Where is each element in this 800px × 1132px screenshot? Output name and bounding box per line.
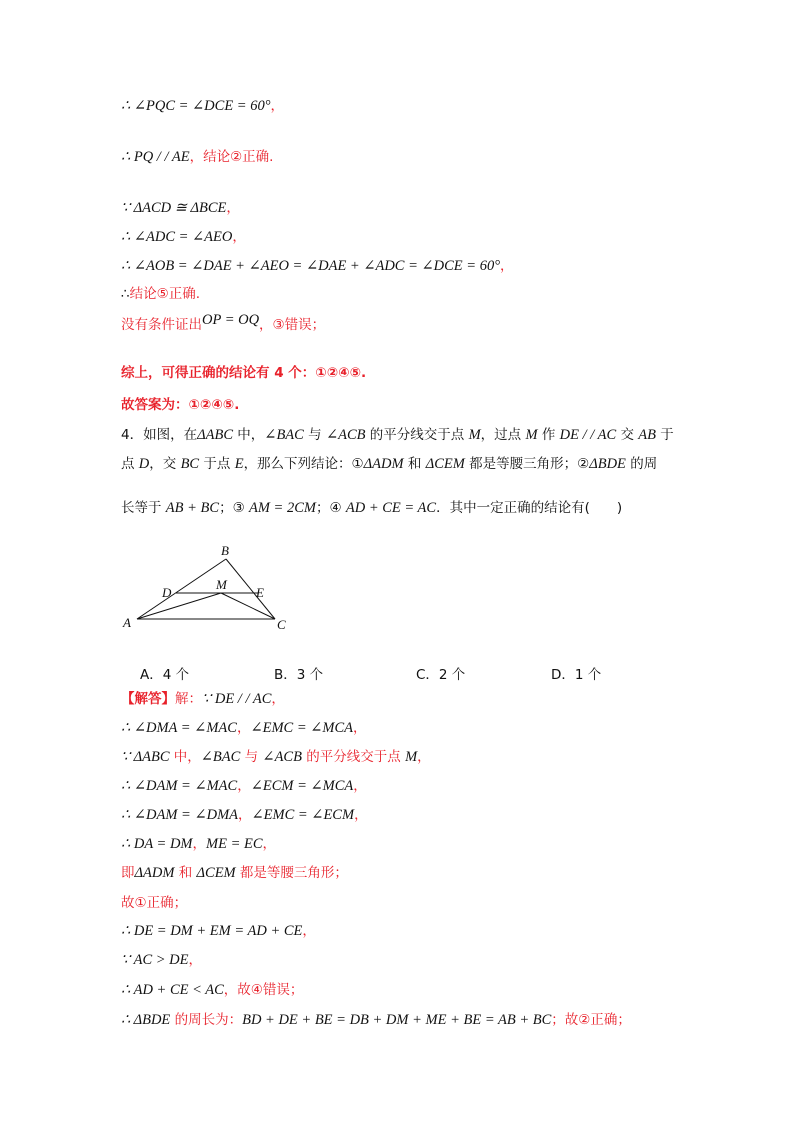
line-9 — [121, 396, 239, 414]
math: BC — [180, 456, 200, 472]
label-b: B — [221, 543, 229, 558]
math: ∴ DE = DM + EM = AD + CE — [121, 923, 303, 939]
text: ， — [271, 691, 285, 707]
math-expr: ∵ ΔACD ≅ ΔBCE — [121, 200, 227, 216]
math: ∴ DA = DM — [121, 836, 193, 852]
text: ， — [236, 720, 251, 736]
solution-line-5 — [121, 806, 368, 824]
label-d: D — [162, 585, 172, 600]
math: ∠ACB — [262, 749, 302, 765]
text: ， — [354, 807, 368, 823]
math: ME = EC — [206, 836, 263, 852]
math: ∠EMC = ∠MCA — [250, 720, 353, 736]
text: 都是等腰三角形；② — [464, 456, 590, 472]
label-a: A — [123, 615, 131, 630]
option-label: A．4 个 — [140, 667, 190, 683]
text: ， — [353, 720, 367, 736]
text: 4．如图，在 — [121, 427, 198, 443]
text: 中， — [233, 427, 265, 443]
math: ΔCEM — [425, 456, 465, 472]
conclusion-text: ，结论②正确. — [189, 149, 274, 165]
question-line-1 — [121, 426, 674, 444]
math: ∠EMC = ∠ECM — [251, 807, 355, 823]
text: ， — [353, 778, 367, 794]
math: E — [234, 456, 244, 472]
text: ， — [192, 836, 207, 852]
line-6 — [121, 285, 200, 303]
solution-line-4 — [121, 777, 367, 795]
figure-lines — [137, 559, 275, 619]
solution-line-7 — [121, 864, 348, 882]
math: AD + CE = AC — [345, 500, 437, 516]
text: ， — [237, 778, 251, 794]
solution-line-6 — [121, 835, 276, 853]
label-e: E — [256, 585, 264, 600]
math: AB — [638, 427, 656, 443]
conclusion-text: 结论⑤正确. — [129, 286, 200, 302]
summary-text: 综上，可得正确的结论有 4 个：①②④⑤. — [121, 365, 367, 381]
math: ∴ ΔBDE — [121, 1012, 171, 1028]
punct: ， — [226, 200, 240, 216]
math: ∴ ∠DAM = ∠MAC — [121, 778, 238, 794]
option-b — [274, 663, 323, 683]
math: AB + BC — [165, 500, 220, 516]
solution-line-10 — [121, 951, 202, 969]
text: ，故④错误； — [223, 982, 304, 998]
math: ∠ECM = ∠MCA — [250, 778, 354, 794]
math: ∠BAC — [200, 749, 241, 765]
solution-line-8 — [121, 894, 187, 912]
text: ， — [417, 749, 431, 765]
math: BD + DE + BE = DB + DM + ME + BE = AB + BC — [242, 1012, 552, 1028]
text: ．其中一定正确的结论有 — [436, 500, 585, 516]
line-5 — [121, 257, 514, 275]
solution-tag: 【解答】 — [121, 691, 175, 707]
line-1 — [121, 97, 284, 115]
math: D — [138, 456, 150, 472]
text: 于点 — [199, 456, 235, 472]
math: ∵ DE / / AC — [202, 691, 272, 707]
solution-line-11 — [121, 981, 303, 999]
label-m: M — [216, 577, 227, 592]
text: 长等于 — [121, 500, 166, 516]
line-3 — [121, 199, 240, 217]
text: ， — [302, 923, 316, 939]
text: 故①正确； — [121, 895, 188, 911]
math: ∠ACB — [325, 427, 366, 443]
text: 于 — [656, 427, 674, 443]
text: 的周长为： — [170, 1012, 243, 1028]
solution-line-3 — [121, 748, 431, 766]
question-line-3 — [121, 499, 622, 517]
math: M — [525, 427, 538, 443]
line-4 — [121, 228, 246, 246]
math: M — [468, 427, 481, 443]
math: ∴ ∠DAM = ∠DMA — [121, 807, 238, 823]
edge-bc — [226, 559, 275, 619]
option-c — [416, 663, 465, 683]
label-c: C — [277, 617, 286, 632]
option-label: B．3 个 — [274, 667, 324, 683]
solution-line-2 — [121, 719, 367, 737]
math: ∵ ΔABC — [121, 749, 170, 765]
answer-blank: ( ) — [584, 500, 623, 516]
edge-ab — [137, 559, 226, 619]
text: 与 — [303, 427, 326, 443]
segment-am — [137, 593, 221, 619]
question-line-2 — [121, 455, 657, 473]
text: 即 — [121, 865, 135, 881]
math: ∴ ∠DMA = ∠MAC — [121, 720, 237, 736]
math: M — [405, 749, 418, 765]
answer-text: 故答案为：①②④⑤. — [121, 397, 240, 413]
text: ，交 — [149, 456, 181, 472]
text: ；③ — [219, 500, 249, 516]
math: ∴ AD + CE < AC — [121, 982, 224, 998]
text: ， — [188, 952, 202, 968]
math-expr: ∴ ∠AOB = ∠DAE + ∠AEO = ∠DAE + ∠ADC = ∠DCE = 60° — [121, 258, 500, 274]
therefore-symbol: ∴ — [121, 286, 130, 302]
triangle-figure — [115, 540, 305, 635]
option-label: D．1 个 — [551, 667, 602, 683]
text: 和 — [174, 865, 197, 881]
math: ΔBDE — [589, 456, 626, 472]
text: 与 — [240, 749, 263, 765]
text: 都是等腰三角形； — [235, 865, 348, 881]
solution-line-1 — [121, 690, 285, 708]
option-label: C．2 个 — [416, 667, 466, 683]
math: ΔADM — [363, 456, 404, 472]
math: ΔADM — [134, 865, 175, 881]
math-expr: ∴ PQ / / AE — [121, 149, 190, 165]
text: 中， — [169, 749, 201, 765]
math: ΔCEM — [196, 865, 236, 881]
solution-line-9 — [121, 922, 316, 940]
text: ， — [238, 807, 252, 823]
math: ∠BAC — [264, 427, 304, 443]
text: ，过点 — [480, 427, 526, 443]
text: 没有条件证出 — [121, 317, 202, 333]
text: 点 — [121, 456, 139, 472]
line-2 — [121, 148, 273, 166]
text: ，那么下列结论：① — [243, 456, 364, 472]
text: ， — [262, 836, 277, 852]
option-d — [551, 663, 601, 683]
math-expr: OP = OQ — [202, 312, 260, 328]
math: ΔABC — [197, 427, 233, 443]
text: ；④ — [315, 500, 346, 516]
math-expr: ∴ ∠ADC = ∠AEO — [121, 229, 233, 245]
punct: ， — [500, 258, 514, 274]
text: 的平分线交于点 — [301, 749, 406, 765]
math: DE / / AC — [559, 427, 617, 443]
line-7 — [121, 312, 326, 334]
math: AM = 2CM — [248, 500, 316, 516]
text: 和 — [403, 456, 426, 472]
math-expr: ∴ ∠PQC = ∠DCE = 60° — [121, 98, 271, 114]
text: 的周 — [625, 456, 658, 472]
solution-line-12 — [121, 1011, 631, 1029]
text: 作 — [537, 427, 560, 443]
punct: ， — [270, 98, 285, 114]
text: 解： — [175, 691, 202, 707]
segment-cm — [221, 593, 275, 619]
punct: ， — [232, 229, 246, 245]
text: ，③错误； — [259, 317, 326, 333]
text: ；故②正确； — [551, 1012, 631, 1028]
text: 交 — [616, 427, 639, 443]
math: ∵ AC > DE — [121, 952, 189, 968]
line-8 — [121, 364, 366, 382]
text: 的平分线交于点 — [365, 427, 469, 443]
option-a — [140, 663, 189, 683]
